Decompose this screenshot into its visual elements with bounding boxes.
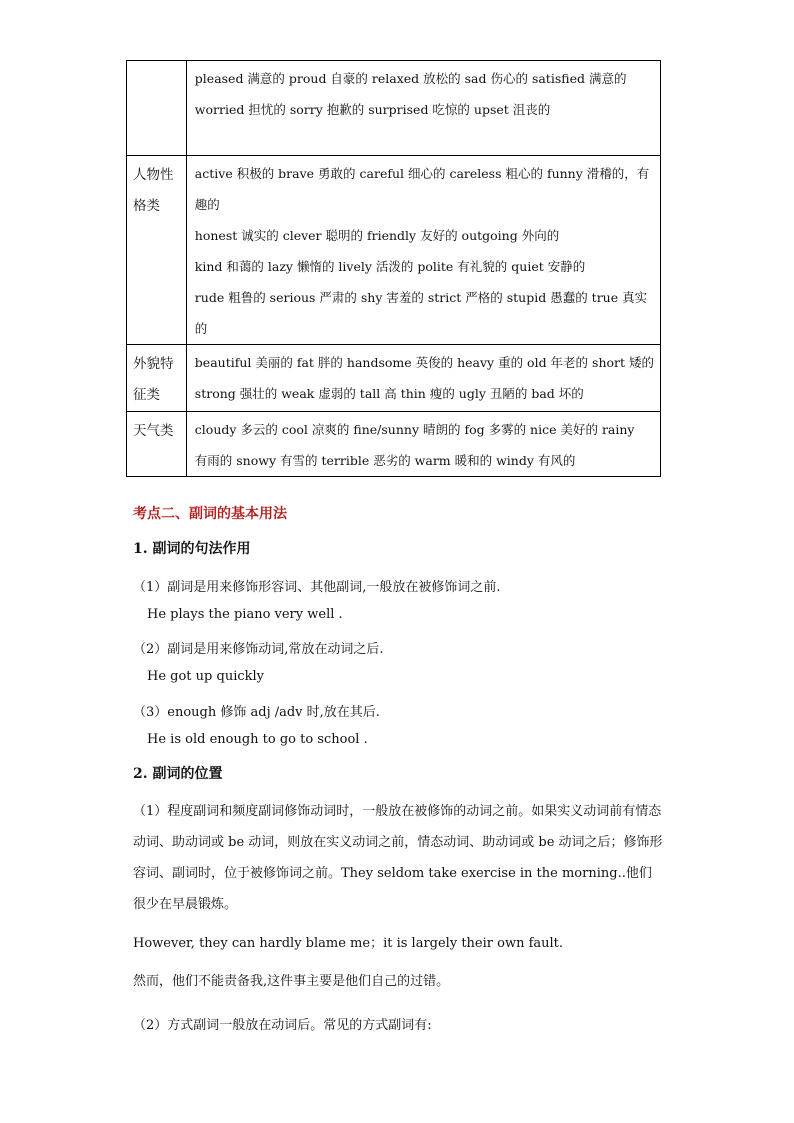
word-line: rude 粗鲁的 serious 严肃的 shy 害羞的 strict 严格的 stupid 愚蠢的 true 真实的 xyxy=(194,290,648,336)
word-line: pleased 满意的 proud 自豪的 relaxed 放松的 sad 伤心的 satisfied 满意的 xyxy=(194,71,627,86)
word-line: 有雨的 snowy 有雪的 terrible 恶劣的 warm 暖和的 windy 有风的 xyxy=(194,453,576,468)
paragraph: （1）程度副词和频度副词修饰动词时，一般放在被修饰的动词之前。如果实义动词前有情态动词、助动词或 be 动词，则放在实义动词之前，情态动词、助动词或 be 动词之后；修饰形容词、副词时，位于被修饰词之前。They seldom take exercise in the morning..他们很少在早晨锻炼。 xyxy=(133,804,663,912)
word-line: honest 诚实的 clever 聪明的 friendly 友好的 outgoing 外向的 xyxy=(194,228,560,243)
subsection-title: 1. 副词的句法作用 xyxy=(133,541,251,557)
word-line: kind 和蔼的 lazy 懒惰的 lively 活泼的 polite 有礼貌的 quiet 安静的 xyxy=(194,259,586,274)
rule-item: （2）副词是用来修饰动词,常放在动词之后. xyxy=(133,642,384,657)
word-line: strong 强壮的 weak 虚弱的 tall 高 thin 瘦的 ugly 丑陋的 bad 坏的 xyxy=(194,386,584,401)
paragraph: （2）方式副词一般放在动词后。常见的方式副词有: xyxy=(133,1018,432,1033)
paragraph: However, they can hardly blame me；it is largely their own fault. xyxy=(133,936,564,951)
table-row xyxy=(127,412,661,477)
words-cell xyxy=(186,156,660,345)
section-title: 考点二、副词的基本用法 xyxy=(133,506,287,522)
example-sentence: He plays the piano very well . xyxy=(147,607,343,622)
words-cell xyxy=(186,345,660,412)
table-row xyxy=(127,345,661,412)
table-row xyxy=(127,61,661,156)
paragraph: 然而，他们不能责备我,这件事主要是他们自己的过错。 xyxy=(133,974,450,989)
table-row xyxy=(127,156,661,345)
category-cell xyxy=(127,61,187,156)
rule-item: （1）副词是用来修饰形容词、其他副词,一般放在被修饰词之前. xyxy=(133,580,501,595)
adjective-vocab-table xyxy=(126,60,661,477)
subsection-title: 2. 副词的位置 xyxy=(133,766,223,782)
category-cell: 人物性格类 xyxy=(127,156,187,345)
word-line: cloudy 多云的 cool 凉爽的 fine/sunny 晴朗的 fog 多雾的 nice 美好的 rainy xyxy=(194,422,635,437)
example-sentence: He got up quickly xyxy=(147,669,265,684)
word-line: worried 担忧的 sorry 抱歉的 surprised 吃惊的 upset 沮丧的 xyxy=(194,102,551,117)
word-line: active 积极的 brave 勇敢的 careful 细心的 careless 粗心的 funny 滑稽的，有趣的 xyxy=(194,166,650,212)
rule-item: （3）enough 修饰 adj /adv 时,放在其后. xyxy=(133,705,380,720)
words-cell xyxy=(186,412,660,477)
word-line: beautiful 美丽的 fat 胖的 handsome 英俊的 heavy 重的 old 年老的 short 矮的 xyxy=(194,355,654,370)
example-sentence: He is old enough to go to school . xyxy=(147,732,368,747)
category-cell: 天气类 xyxy=(127,412,187,477)
category-cell: 外貌特征类 xyxy=(127,345,187,412)
words-cell xyxy=(186,61,660,156)
